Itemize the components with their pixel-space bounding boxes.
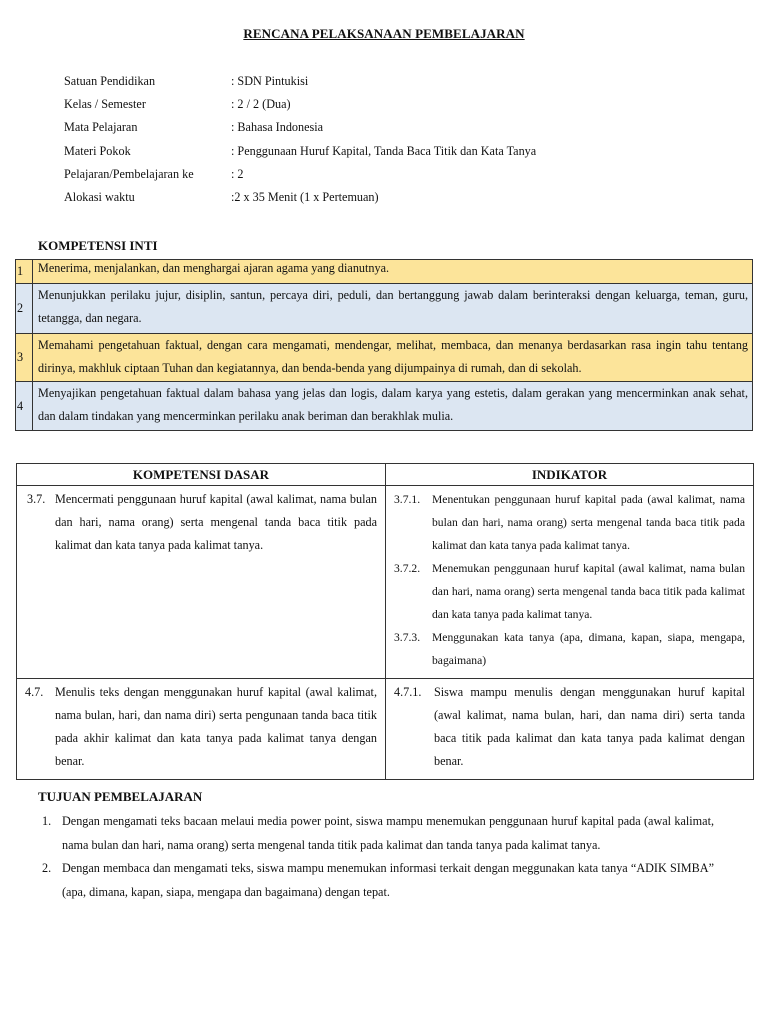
kd-header-row	[17, 464, 754, 486]
identity-row	[64, 186, 536, 209]
identity-row	[64, 116, 536, 139]
page-title: RENCANA PELAKSANAAN PEMBELAJARAN	[243, 26, 525, 41]
kd-code: 4.7.	[25, 685, 44, 699]
indikator-item	[394, 557, 745, 626]
kd-cell	[17, 486, 386, 679]
tujuan-heading: TUJUAN PEMBELAJARAN	[38, 789, 203, 804]
indikator-text: Siswa mampu menulis dengan menggunakan huruf kapital (awal kalimat, nama bulan, hari, dan nama diri) serta tanda baca titik pada kalimat dan kata tanya pada kalimat dengan benar.	[434, 685, 745, 768]
identity-value: : Bahasa Indonesia	[231, 120, 324, 135]
identity-value: : 2	[231, 166, 244, 181]
tujuan-text: Dengan membaca dan mengamati teks, siswa mampu menemukan informasi terkait dengan meggunakan kata tanya “ADIK SIMBA” (apa, dimana, kapan, siapa, mengapa dan bagaimana) dengan tepat.	[62, 861, 714, 899]
identity-row	[64, 163, 536, 186]
indikator-text: Menemukan penggunaan huruf kapital (awal kalimat, nama bulan dan hari, nama orang) serta mengenal tanda baca titik pada kalimat dan kata tanya pada kalimat tanya.	[432, 562, 745, 621]
indikator-code: 3.7.3.	[394, 631, 421, 644]
kd-code: 3.7.	[27, 492, 46, 506]
identity-value: : 2 / 2 (Dua)	[231, 97, 291, 112]
identity-label: Pelajaran/Pembelajaran ke	[64, 166, 194, 181]
ki-row	[16, 334, 753, 382]
identity-label: Mata Pelajaran	[64, 120, 138, 135]
identity-label: Materi Pokok	[64, 143, 131, 158]
ki-text: Menunjukkan perilaku jujur, disiplin, santun, percaya diri, peduli, dan bertanggung jawab dalam berinteraksi dengan keluarga, teman, guru, tetangga, dan negara.	[33, 284, 753, 334]
ki-text: Menyajikan pengetahuan faktual dalam bahasa yang jelas dan logis, dalam karya yang estetis, dalam gerakan yang mencerminkan anak sehat, dan dalam tindakan yang mencerminkan perilaku anak beriman dan berakhlak mulia.	[33, 382, 753, 431]
identity-row	[64, 140, 536, 163]
indikator-text: Menggunakan kata tanya (apa, dimana, kapan, siapa, mengapa, bagaimana)	[432, 631, 745, 667]
kd-row	[17, 679, 754, 780]
ki-row	[16, 382, 753, 431]
identity-label: Satuan Pendidikan	[64, 74, 156, 89]
identity-label: Alokasi waktu	[64, 190, 135, 205]
kd-text: Mencermati penggunaan huruf kapital (awal kalimat, nama bulan dan hari, nama orang) serta mengenal tanda baca titik pada kalimat dan kata tanya pada kalimat tanya.	[55, 492, 377, 552]
kd-row	[17, 486, 754, 679]
kd-text: Menulis teks dengan menggunakan huruf kapital (awal kalimat, nama bulan, hari, dan nama diri) serta pengunaan tanda baca titik pada akhir kalimat dan kata tanya pada kalimat tanya dengan benar.	[55, 685, 377, 768]
identity-row	[64, 70, 536, 93]
kd-indikator-table	[16, 463, 754, 780]
kompetensi-inti-table	[15, 259, 753, 431]
ki-row	[16, 284, 753, 334]
indikator-text: Menentukan penggunaan huruf kapital pada (awal kalimat, nama bulan dan hari, nama orang) serta mengenal tanda baca titik pada kalimat dan kata tanya pada kalimat tanya.	[432, 493, 745, 552]
kd-cell	[17, 679, 386, 780]
ki-row	[16, 260, 753, 284]
ki-number: 4	[16, 382, 33, 431]
indikator-header: INDIKATOR	[386, 464, 754, 486]
tujuan-item	[42, 810, 714, 857]
kd-header: KOMPETENSI DASAR	[17, 464, 386, 486]
indikator-item	[394, 626, 745, 672]
ki-number: 3	[16, 334, 33, 382]
identity-value: : Penggunaan Huruf Kapital, Tanda Baca Titik dan Kata Tanya	[231, 143, 537, 158]
indikator-code: 3.7.1.	[394, 493, 421, 506]
indikator-cell	[386, 679, 754, 780]
ki-number: 2	[16, 284, 33, 334]
tujuan-text: Dengan mengamati teks bacaan melaui media power point, siswa mampu menemukan penggunaan huruf kapital pada (awal kalimat, nama bulan dan hari, nama orang) serta mengenal tanda titik pada kalimat dan tanda tanya pada kalimat tanya.	[62, 814, 714, 852]
tujuan-number: 1.	[42, 814, 52, 828]
indikator-item	[394, 488, 745, 557]
identity-value: : SDN Pintukisi	[231, 74, 309, 89]
kd-item	[27, 488, 377, 557]
tujuan-number: 2.	[42, 861, 52, 875]
ki-heading: KOMPETENSI INTI	[38, 238, 158, 253]
indikator-code: 4.7.1.	[394, 685, 422, 699]
kd-item	[25, 681, 377, 773]
indikator-code: 3.7.2.	[394, 562, 421, 575]
identity-label: Kelas / Semester	[64, 97, 146, 112]
ki-text: Memahami pengetahuan faktual, dengan cara mengamati, mendengar, melihat, membaca, dan menanya berdasarkan rasa ingin tahu tentang dirinya, makhluk ciptaan Tuhan dan kegiatannya, dan benda-benda yang dijumpainya di rumah, dan di sekolah.	[33, 334, 753, 382]
tujuan-item	[42, 857, 714, 904]
ki-text: Menerima, menjalankan, dan menghargai ajaran agama yang dianutnya.	[33, 260, 753, 284]
ki-number: 1	[16, 260, 33, 284]
identity-row	[64, 93, 536, 116]
identity-value: :2 x 35 Menit (1 x Pertemuan)	[231, 190, 379, 205]
indikator-item	[394, 681, 745, 773]
tujuan-list	[42, 810, 714, 904]
indikator-cell	[386, 486, 754, 679]
identity-block	[64, 70, 536, 209]
